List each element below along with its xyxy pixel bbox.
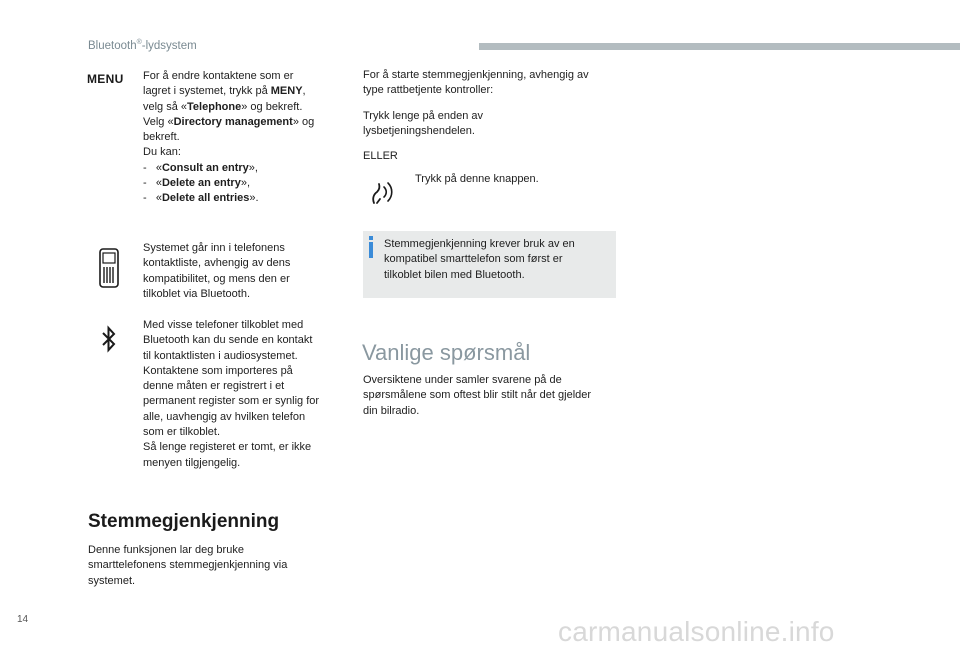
list-open-quote: « xyxy=(155,161,162,174)
phone-line: kompatibilitet, og mens den er xyxy=(143,272,290,285)
list-dash: - xyxy=(143,161,147,174)
voice-start-intro xyxy=(363,68,618,99)
voice-command-icon xyxy=(368,178,398,211)
watermark: carmanualsonline.info xyxy=(558,616,835,647)
section-title-voice-recognition: Stemmegjenkjenning xyxy=(88,511,280,532)
page-number: 14 xyxy=(17,614,29,625)
menu-line-2-bold: MENY xyxy=(270,85,303,98)
intro-line: type rattbetjente kontroller: xyxy=(363,84,494,97)
or-label: ELLER xyxy=(363,150,398,162)
list-dash: - xyxy=(143,177,147,190)
bluetooth-line: denne måten er registrert i et xyxy=(143,380,285,393)
voice-recognition-description xyxy=(88,543,328,589)
menu-line-3-post: » og bekreft. xyxy=(241,100,303,113)
info-line: tilkoblet bilen med Bluetooth. xyxy=(384,268,525,281)
list-item-bold: Delete an entry xyxy=(161,177,241,190)
faq-line: spørsmålene som oftest blir stilt når det gjelder xyxy=(363,389,592,402)
list-item xyxy=(143,191,348,206)
list-open-quote: « xyxy=(155,177,162,190)
bluetooth-icon xyxy=(101,325,117,358)
bluetooth-line: Så lenge registeret er tomt, er ikke xyxy=(143,441,312,454)
bluetooth-line: alle, uavhengig av hvilken telefon xyxy=(143,410,306,423)
menu-line-6: Du kan: xyxy=(143,146,181,159)
phone-line: kontaktliste, avhengig av dens xyxy=(143,257,291,270)
list-close-quote: », xyxy=(240,177,251,190)
info-icon xyxy=(367,236,375,263)
info-line: Stemmegjenkjenning krever bruk av en xyxy=(384,238,575,250)
info-line: kompatibel smarttelefon som først er xyxy=(384,253,563,266)
intro-line: For å starte stemmegjenkjenning, avhengig av xyxy=(363,69,589,81)
faq-title: Vanlige spørsmål xyxy=(362,340,531,365)
press-button-text: Trykk på denne knappen. xyxy=(415,173,539,185)
list-item xyxy=(143,176,348,191)
bluetooth-contact-info xyxy=(143,318,348,471)
list-close-quote: », xyxy=(248,161,258,174)
menu-line-3-bold: Telephone xyxy=(187,100,242,113)
menu-key-icon: MENU xyxy=(87,72,124,86)
phone-line: tilkoblet via Bluetooth. xyxy=(143,287,251,300)
menu-line-4-pre: Velg « xyxy=(143,115,174,128)
bluetooth-line: som er tilkoblet. xyxy=(143,426,221,439)
page-header-title xyxy=(88,39,197,52)
menu-line-1: For å endre kontaktene som er xyxy=(143,70,294,82)
hold-line: lysbetjeningshendelen. xyxy=(363,125,475,138)
hold-line: Trykk lenge på enden av xyxy=(363,110,484,122)
list-dash: - xyxy=(143,192,147,205)
voice-desc-line: Denne funksjonen lar deg bruke xyxy=(88,544,244,556)
bluetooth-line: Med visse telefoner tilkoblet med xyxy=(143,319,304,331)
header-title-main: Bluetooth xyxy=(88,39,137,52)
faq-description xyxy=(363,373,623,419)
bluetooth-line: Kontaktene som importeres på xyxy=(143,364,293,377)
menu-line-2 xyxy=(143,84,348,99)
faq-line: Oversiktene under samler svarene på de xyxy=(363,374,562,386)
list-item-bold: Consult an entry xyxy=(161,161,249,174)
menu-line-3-pre: velg så « xyxy=(143,100,188,113)
menu-line-4 xyxy=(143,115,348,130)
info-box-text xyxy=(384,237,609,283)
list-item xyxy=(143,161,348,176)
phone-line: Systemet går inn i telefonens xyxy=(143,242,285,254)
menu-line-3 xyxy=(143,100,348,115)
faq-line: din bilradio. xyxy=(363,404,420,417)
list-close-quote: ». xyxy=(249,192,259,205)
bluetooth-line: permanent register som er synlig for xyxy=(143,395,320,408)
menu-line-4-bold: Directory management xyxy=(173,115,293,128)
bluetooth-line: til kontaktlisten i audiosystemet. xyxy=(143,349,298,362)
menu-line-4-post: » og xyxy=(292,115,315,128)
mobile-phone-icon xyxy=(98,248,120,293)
menu-instructions xyxy=(143,69,348,207)
voice-start-hold xyxy=(363,109,618,140)
header-title-sup: ® xyxy=(136,39,142,46)
header-title-rest: -lydsystem xyxy=(141,39,197,52)
list-item-bold: Delete all entries xyxy=(161,192,250,205)
header-bar xyxy=(479,43,960,50)
bluetooth-line: menyen tilgjengelig. xyxy=(143,456,241,469)
menu-line-2-post: , xyxy=(302,85,306,98)
bluetooth-line: Bluetooth kan du sende en kontakt xyxy=(143,334,313,347)
phone-directory-info xyxy=(143,241,348,302)
list-open-quote: « xyxy=(155,192,162,205)
voice-desc-line: systemet. xyxy=(88,574,136,587)
menu-line-2-pre: lagret i systemet, trykk på xyxy=(143,85,271,98)
menu-line-5: bekreft. xyxy=(143,131,180,144)
voice-desc-line: smarttelefonens stemmegjenkjenning via xyxy=(88,559,288,572)
